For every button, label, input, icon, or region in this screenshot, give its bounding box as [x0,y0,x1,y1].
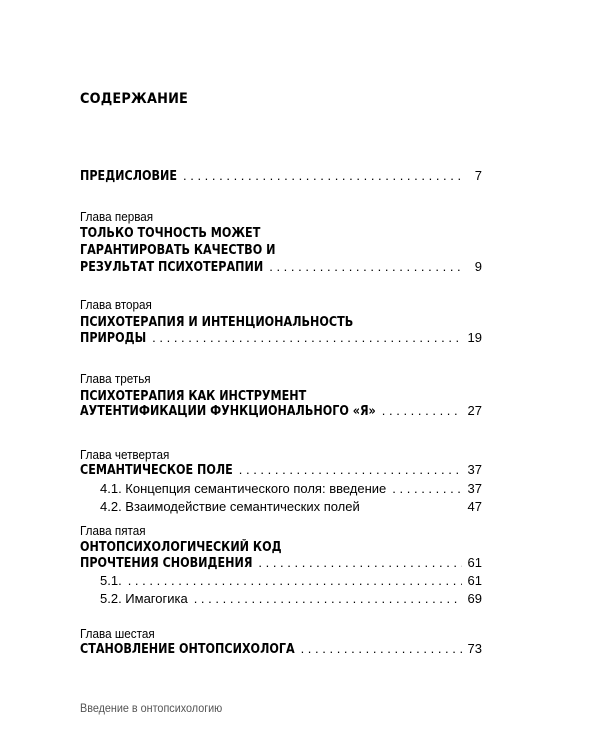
toc-entry-chapter-2[interactable] [80,330,482,348]
toc-entry-title: ПРИРОДЫ [80,331,147,346]
toc-subentry-title: 5.2. Имагогика [100,591,188,606]
toc-subentry-4-2[interactable] [100,499,482,517]
page-number: 37 [467,462,482,477]
chapter-label: Глава четвертая [80,447,170,462]
toc-subentry-title: 4.2. Взаимодействие семантических полей [100,499,360,514]
chapter-title-line: ПСИХОТЕРАПИЯ И ИНТЕНЦИОНАЛЬНОСТЬ [80,315,354,330]
toc-entry-chapter-5[interactable] [80,555,482,573]
toc-entry-chapter-4[interactable] [80,462,482,480]
page-number: 37 [467,481,482,496]
toc-entry-title: СЕМАНТИЧЕСКОЕ ПОЛЕ [80,463,233,478]
toc-subentry-4-1[interactable] [100,481,482,499]
toc-subentry-title: 5.1. [100,573,122,588]
toc-entry-title: РЕЗУЛЬТАТ ПСИХОТЕРАПИИ [80,260,264,275]
running-footer: Введение в онтопсихологию [80,701,223,715]
chapter-label: Глава третья [80,371,151,386]
toc-entry-chapter-1[interactable] [80,259,482,277]
chapter-title-line: ОНТОПСИХОЛОГИЧЕСКИЙ КОД [80,540,282,555]
page-number: 61 [467,573,482,588]
leader-dots [183,168,462,183]
leader-dots [194,591,462,606]
chapter-title-line: ТОЛЬКО ТОЧНОСТЬ МОЖЕТ [80,226,261,241]
page-number: 9 [474,259,482,274]
toc-entry-title: СТАНОВЛЕНИЕ ОНТОПСИХОЛОГА [80,642,295,657]
chapter-label: Глава шестая [80,626,155,641]
leader-dots [152,330,461,345]
page-number: 19 [467,330,482,345]
page-number: 61 [467,555,482,570]
page-number: 69 [467,591,482,606]
page-number: 27 [467,403,482,418]
chapter-label: Глава пятая [80,523,146,538]
toc-entry-title: ПРОЧТЕНИЯ СНОВИДЕНИЯ [80,556,253,571]
toc-entry-chapter-3[interactable] [80,403,482,421]
chapter-title-line: ПСИХОТЕРАПИЯ КАК ИНСТРУМЕНТ [80,389,307,404]
leader-dots [301,641,462,656]
toc-entry-title: АУТЕНТИФИКАЦИИ ФУНКЦИОНАЛЬНОГО «Я» [80,404,376,419]
chapter-title-line: ГАРАНТИРОВАТЬ КАЧЕСТВО И [80,243,276,258]
leader-dots [269,259,462,274]
toc-entry-preface[interactable] [80,168,482,186]
toc-entry-chapter-6[interactable] [80,641,482,659]
chapter-label: Глава вторая [80,297,152,312]
chapter-label: Глава первая [80,209,154,224]
toc-subentry-5-2[interactable] [100,591,482,609]
toc-entry-title: ПРЕДИСЛОВИЕ [80,169,178,184]
page-title: СОДЕРЖАНИЕ [80,91,189,107]
leader-dots [382,403,462,418]
toc-subentry-5-1[interactable] [100,573,482,591]
leader-dots [128,573,462,588]
toc-subentry-title: 4.1. Концепция семантического поля: введение [100,481,387,496]
page-number: 7 [474,168,482,183]
leader-dots [258,555,461,570]
page-number: 47 [467,499,482,514]
page-number: 73 [467,641,482,656]
leader-dots [392,481,461,496]
leader-dots [239,462,462,477]
